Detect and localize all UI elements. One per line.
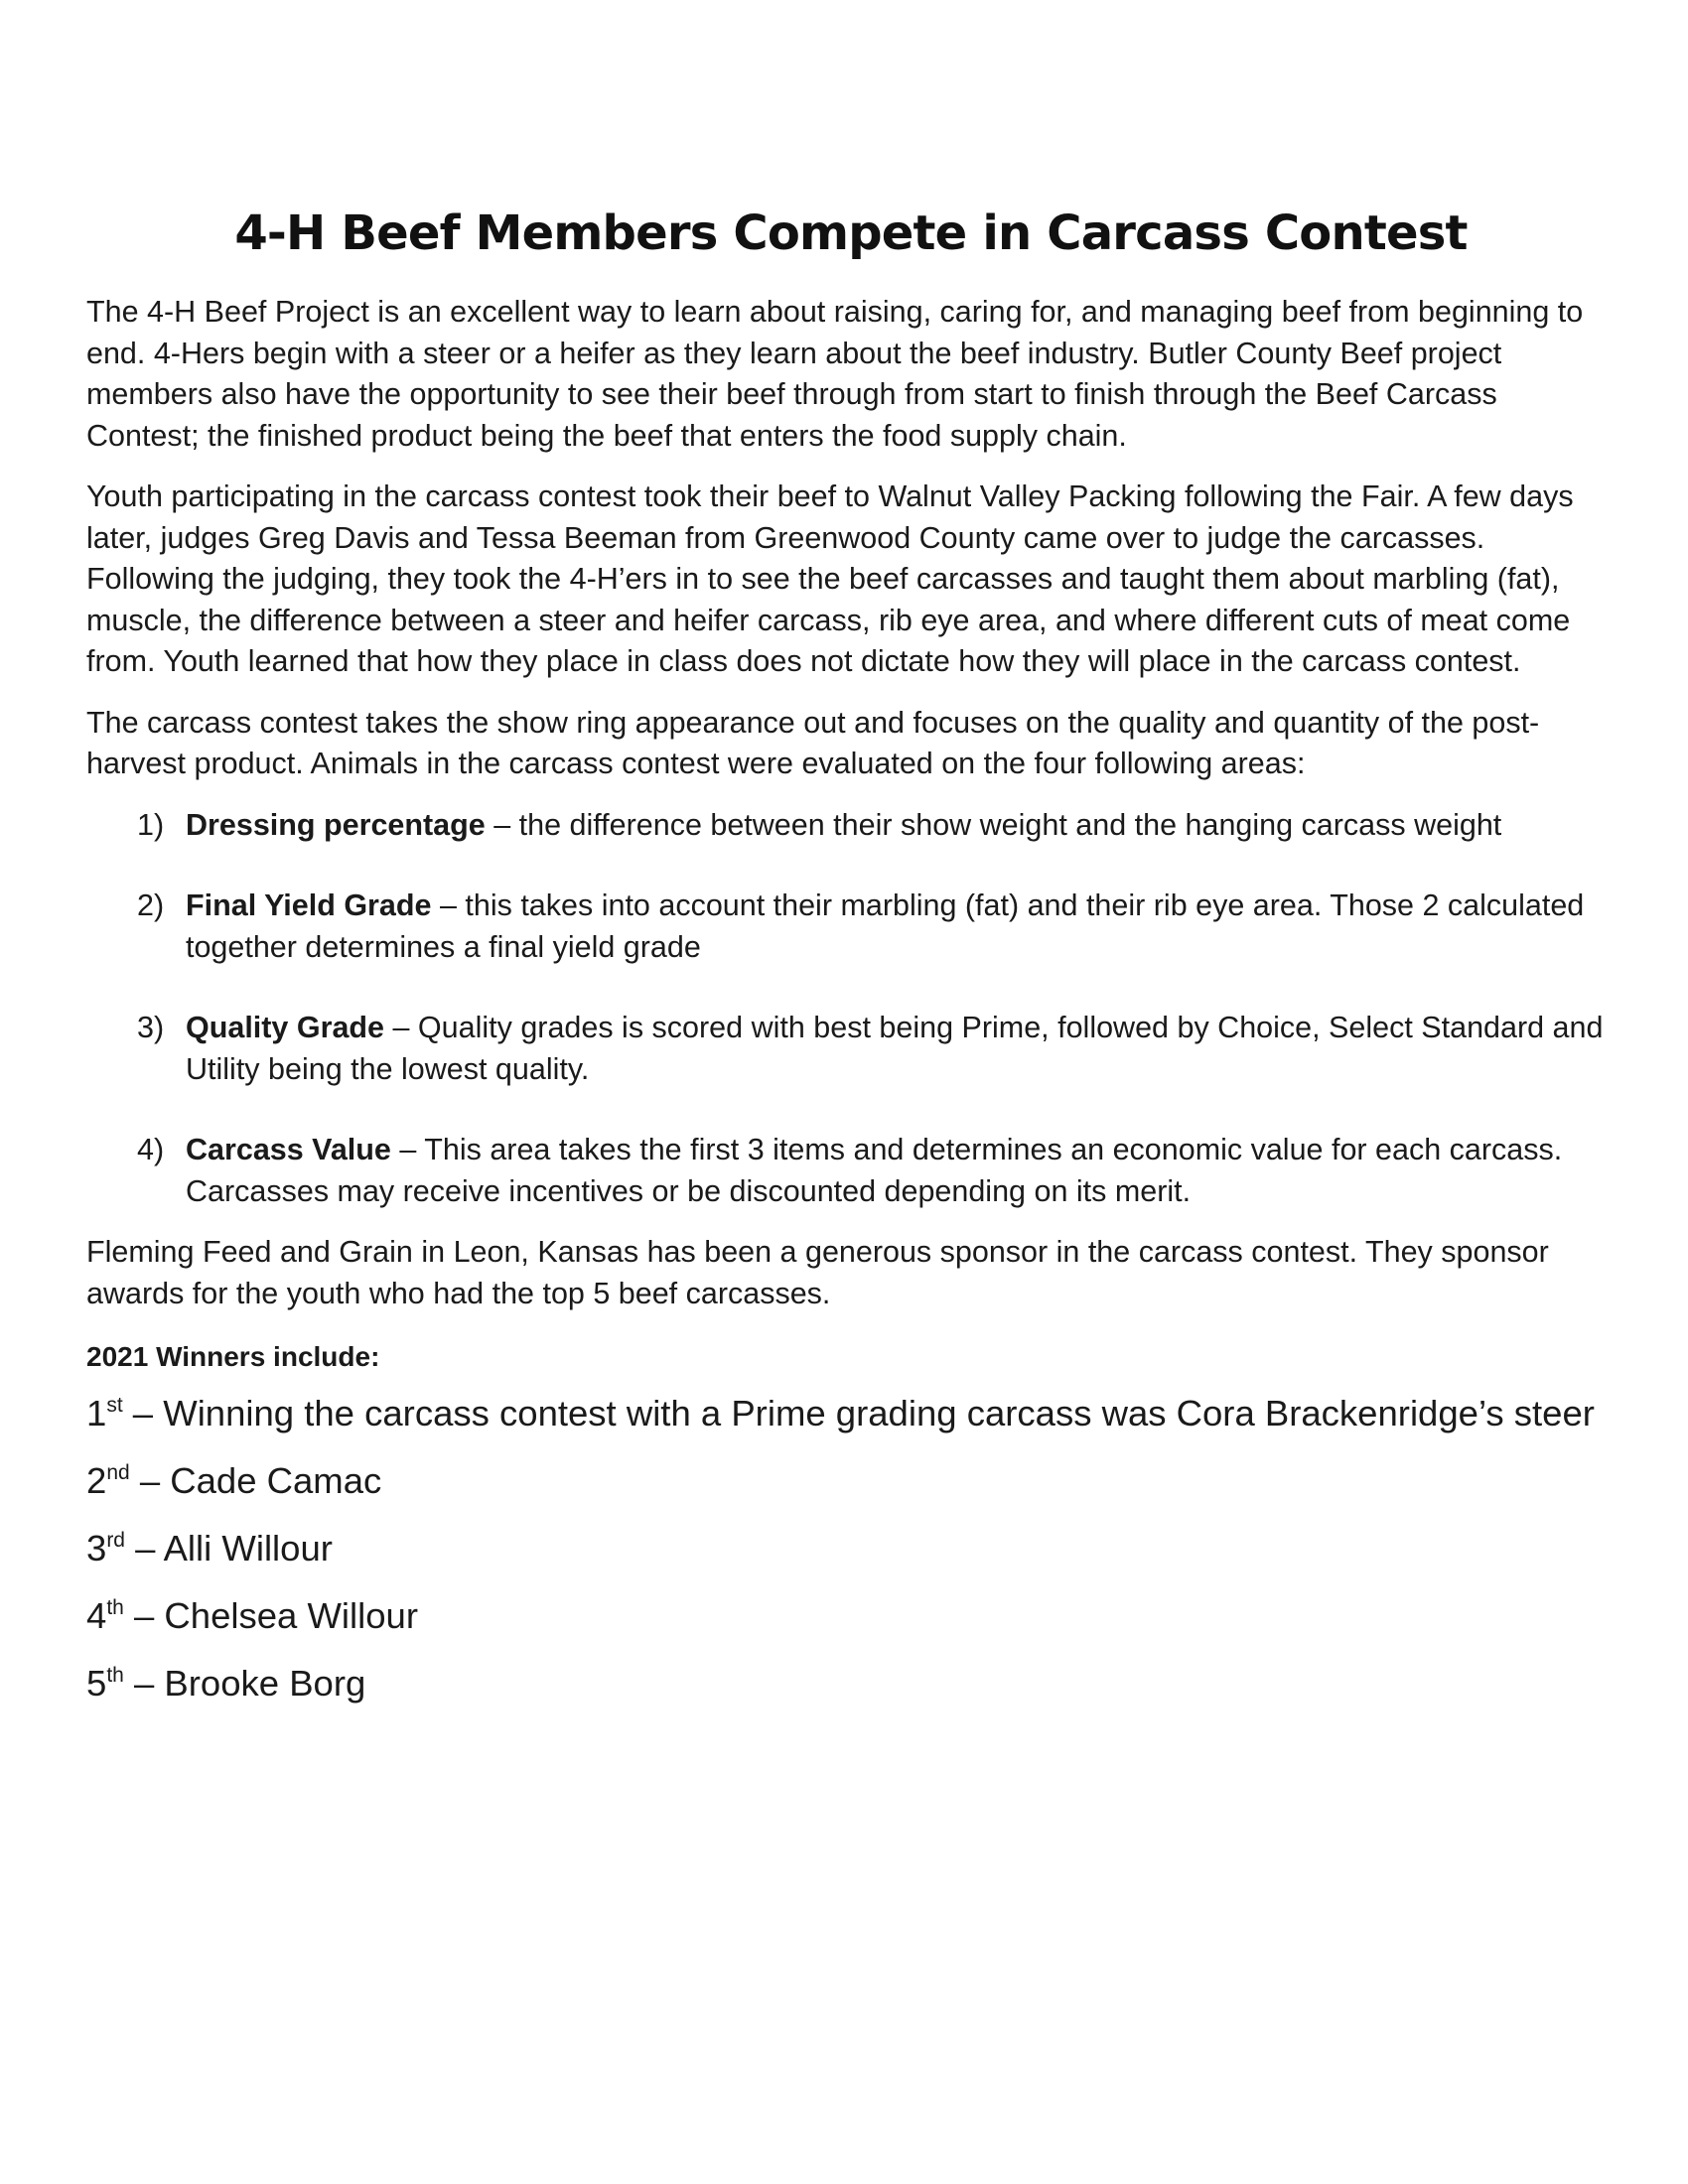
list-item-term: Dressing percentage <box>186 807 486 842</box>
winner-place: 2 <box>86 1460 107 1501</box>
winner-place-suffix: th <box>106 1596 124 1619</box>
evaluation-areas-list <box>86 805 1606 1213</box>
list-item-number: 3) <box>137 1011 165 1044</box>
winner-text: – Cade Camac <box>129 1460 382 1501</box>
winner-place-suffix: th <box>106 1664 124 1687</box>
sponsor-paragraph: Fleming Feed and Grain in Leon, Kansas has been a generous sponsor in the carcass contest. They sponsor awards for the youth who had the top 5 beef carcasses. <box>86 1235 1549 1310</box>
page-title: 4-H Beef Members Compete in Carcass Contest <box>234 205 1468 261</box>
list-item <box>86 805 1606 847</box>
winner-text: – Chelsea Willour <box>123 1595 418 1636</box>
winner-entry <box>86 1524 1606 1572</box>
list-item-description: – the difference between their show weight and the hanging carcass weight <box>485 807 1502 842</box>
list-item-description: – this takes into account their marbling (fat) and their rib eye area. Those 2 calculated together determines a final yield grade <box>186 888 1585 964</box>
contest-paragraph: Youth participating in the carcass contest took their beef to Walnut Valley Packing following the Fair. A few days later, judges Greg Davis and Tessa Beeman from Greenwood County came over to judge the carcasses. Following the judging, they took the 4-H’ers in to see the beef carcasses and taught them about marbling (fat), muscle, the difference between a steer and heifer carcass, rib eye area, and where different cuts of meat come from. Youth learned that how they place in class does not dictate how they will place in the carcass contest. <box>86 479 1574 678</box>
document-page <box>86 195 1606 1726</box>
winner-place-suffix: st <box>106 1394 123 1417</box>
intro-paragraph: The 4-H Beef Project is an excellent way to learn about raising, caring for, and managing beef from beginning to end. 4-Hers begin with a steer or a heifer as they learn about the beef industry. Butler County Beef project members also have the opportunity to see their beef through from start to finish through the Beef Carcass Contest; the finished product being the beef that enters the food supply chain. <box>86 295 1584 453</box>
list-item-term: Final Yield Grade <box>186 888 432 922</box>
list-item <box>86 886 1606 968</box>
list-item-description: – This area takes the first 3 items and determines an economic value for each carcass. Carcasses may receive incentives or be discounted depending on its merit. <box>186 1133 1563 1208</box>
winner-place: 4 <box>86 1595 107 1636</box>
winner-entry <box>86 1591 1606 1640</box>
list-item <box>86 1130 1606 1212</box>
winner-entry <box>86 1456 1606 1505</box>
winners-heading: 2021 Winners include: <box>86 1341 380 1372</box>
list-item-description: – Quality grades is scored with best being Prime, followed by Choice, Select Standard and Utility being the lowest quality. <box>186 1011 1604 1086</box>
winner-place-suffix: nd <box>106 1461 130 1484</box>
winner-text: – Alli Willour <box>125 1528 333 1569</box>
list-item-number: 4) <box>137 1133 165 1166</box>
winner-entry <box>86 1659 1606 1707</box>
list-item-term: Quality Grade <box>186 1011 385 1044</box>
winner-text: – Winning the carcass contest with a Prime grading carcass was Cora Brackenridge’s steer <box>122 1393 1595 1433</box>
winner-place: 3 <box>86 1528 107 1569</box>
list-item <box>86 1008 1606 1090</box>
evaluation-paragraph: The carcass contest takes the show ring appearance out and focuses on the quality and quantity of the post-harvest product. Animals in the carcass contest were evaluated on the four following areas: <box>86 705 1540 780</box>
list-item-number: 2) <box>137 888 165 922</box>
winner-place-suffix: rd <box>106 1529 125 1552</box>
winner-place: 5 <box>86 1663 107 1704</box>
list-item-term: Carcass Value <box>186 1133 391 1166</box>
winner-text: – Brooke Borg <box>123 1663 366 1704</box>
winner-entry <box>86 1389 1606 1437</box>
list-item-number: 1) <box>137 807 165 842</box>
winner-place: 1 <box>86 1393 107 1433</box>
